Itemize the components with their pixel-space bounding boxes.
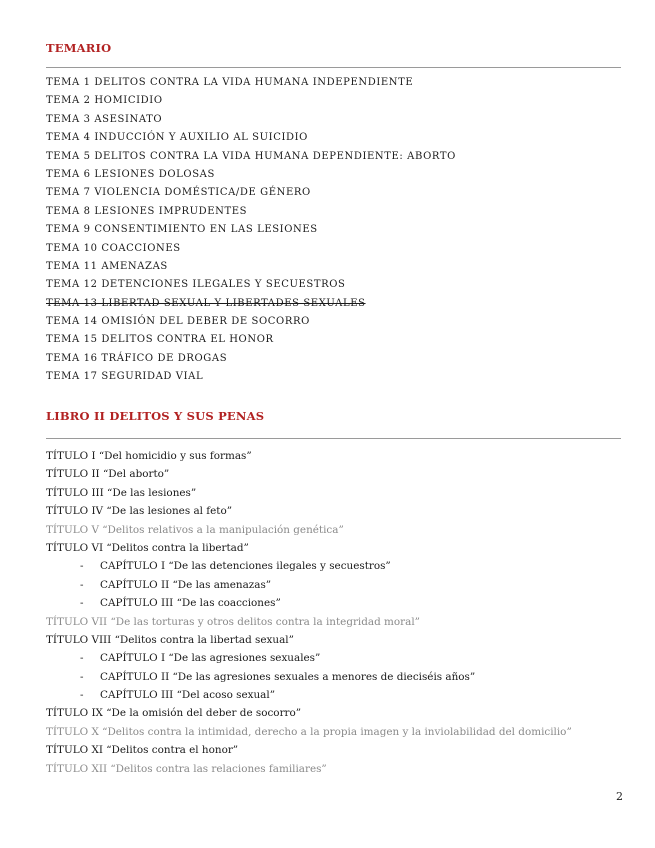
titulo-text: TÍTULO XI “Delitos contra el honor” <box>46 744 239 757</box>
tema-item: TEMA 12 DETENCIONES ILEGALES Y SECUESTROS <box>46 279 346 291</box>
tema-item: TEMA 8 LESIONES IMPRUDENTES <box>46 205 248 217</box>
list-dash: - <box>80 560 84 573</box>
list-dash: - <box>80 597 84 610</box>
capitulo-item <box>46 576 572 594</box>
titulo-text: TÍTULO IX “De la omisión del deber de socorro” <box>46 707 302 720</box>
titulo-item <box>46 723 572 741</box>
libro-heading: LIBRO II DELITOS Y SUS PENAS <box>46 409 265 423</box>
tema-item: TEMA 13 LIBERTAD SEXUAL Y LIBERTADES SEXUALES <box>46 297 366 309</box>
titulo-item <box>46 539 572 557</box>
tema-item: TEMA 9 CONSENTIMIENTO EN LAS LESIONES <box>46 224 318 236</box>
list-dash: - <box>80 670 84 683</box>
titulo-item <box>46 521 572 539</box>
titulo-item <box>46 502 572 520</box>
titulo-text: TÍTULO II “Del aborto” <box>46 468 170 481</box>
titulo-text: TÍTULO X “Delitos contra la intimidad, derecho a la propia imagen y la inviolabilidad del domicilio” <box>46 725 572 738</box>
tema-item: TEMA 17 SEGURIDAD VIAL <box>46 371 204 383</box>
tema-item: TEMA 2 HOMICIDIO <box>46 95 163 107</box>
tema-item: TEMA 5 DELITOS CONTRA LA VIDA HUMANA DEPENDIENTE: ABORTO <box>46 150 456 162</box>
titulo-item <box>46 484 572 502</box>
tema-item: TEMA 11 AMENAZAS <box>46 260 168 272</box>
capitulo-text: CAPÍTULO I “De las detenciones ilegales y secuestros” <box>100 560 391 573</box>
titulo-item <box>46 613 572 631</box>
titulo-text: TÍTULO V “Delitos relativos a la manipulación genética” <box>46 523 344 536</box>
tema-item: TEMA 4 INDUCCIÓN Y AUXILIO AL SUICIDIO <box>46 132 308 144</box>
titulo-text: TÍTULO I “Del homicidio y sus formas” <box>46 450 252 462</box>
tema-item: TEMA 1 DELITOS CONTRA LA VIDA HUMANA INDEPENDIENTE <box>46 77 414 88</box>
titulo-text: TÍTULO XII “Delitos contra las relaciones familiares” <box>46 762 327 775</box>
page-number: 2 <box>616 790 623 803</box>
capitulo-item <box>46 557 572 575</box>
tema-item: TEMA 3 ASESINATO <box>46 113 163 125</box>
capitulo-item <box>46 649 572 667</box>
capitulo-text: CAPÍTULO II “De las agresiones sexuales a menores de dieciséis años” <box>100 670 476 683</box>
capitulo-text: CAPÍTULO I “De las agresiones sexuales” <box>100 652 321 665</box>
capitulo-text: CAPÍTULO II “De las amenazas” <box>100 578 272 591</box>
tema-item: TEMA 7 VIOLENCIA DOMÉSTICA/DE GÉNERO <box>46 187 311 199</box>
titulo-text: TÍTULO VIII “Delitos contra la libertad sexual” <box>46 633 294 646</box>
capitulo-item <box>46 594 572 612</box>
titulo-item <box>46 447 572 465</box>
list-dash: - <box>80 578 84 591</box>
tema-item: TEMA 15 DELITOS CONTRA EL HONOR <box>46 334 274 346</box>
capitulo-text: CAPÍTULO III “De las coacciones” <box>100 597 281 610</box>
capitulo-item <box>46 668 572 686</box>
tema-item: TEMA 10 COACCIONES <box>46 242 181 254</box>
tema-item: TEMA 14 OMISIÓN DEL DEBER DE SOCORRO <box>46 316 310 328</box>
titulo-text: TÍTULO III “De las lesiones” <box>46 486 197 499</box>
temario-heading: TEMARIO <box>46 41 112 55</box>
titulo-item <box>46 704 572 722</box>
titulo-item <box>46 465 572 483</box>
titulo-text: TÍTULO IV “De las lesiones al feto” <box>46 505 233 518</box>
capitulo-item <box>46 686 572 704</box>
titulo-text: TÍTULO VII “De las torturas y otros delitos contra la integridad moral” <box>46 615 420 628</box>
list-dash: - <box>80 652 84 665</box>
list-dash: - <box>80 689 84 702</box>
capitulo-text: CAPÍTULO III “Del acoso sexual” <box>100 689 276 702</box>
titulo-item <box>46 631 572 649</box>
tema-item: TEMA 6 LESIONES DOLOSAS <box>46 168 215 180</box>
temario-list <box>46 74 456 387</box>
temario-rule <box>46 67 621 68</box>
titulo-item <box>46 760 572 778</box>
libro-rule <box>46 438 621 439</box>
tema-item: TEMA 16 TRÁFICO DE DROGAS <box>46 352 228 364</box>
libro-list <box>46 447 572 778</box>
titulo-text: TÍTULO VI “Delitos contra la libertad” <box>46 541 249 554</box>
titulo-item <box>46 741 572 759</box>
